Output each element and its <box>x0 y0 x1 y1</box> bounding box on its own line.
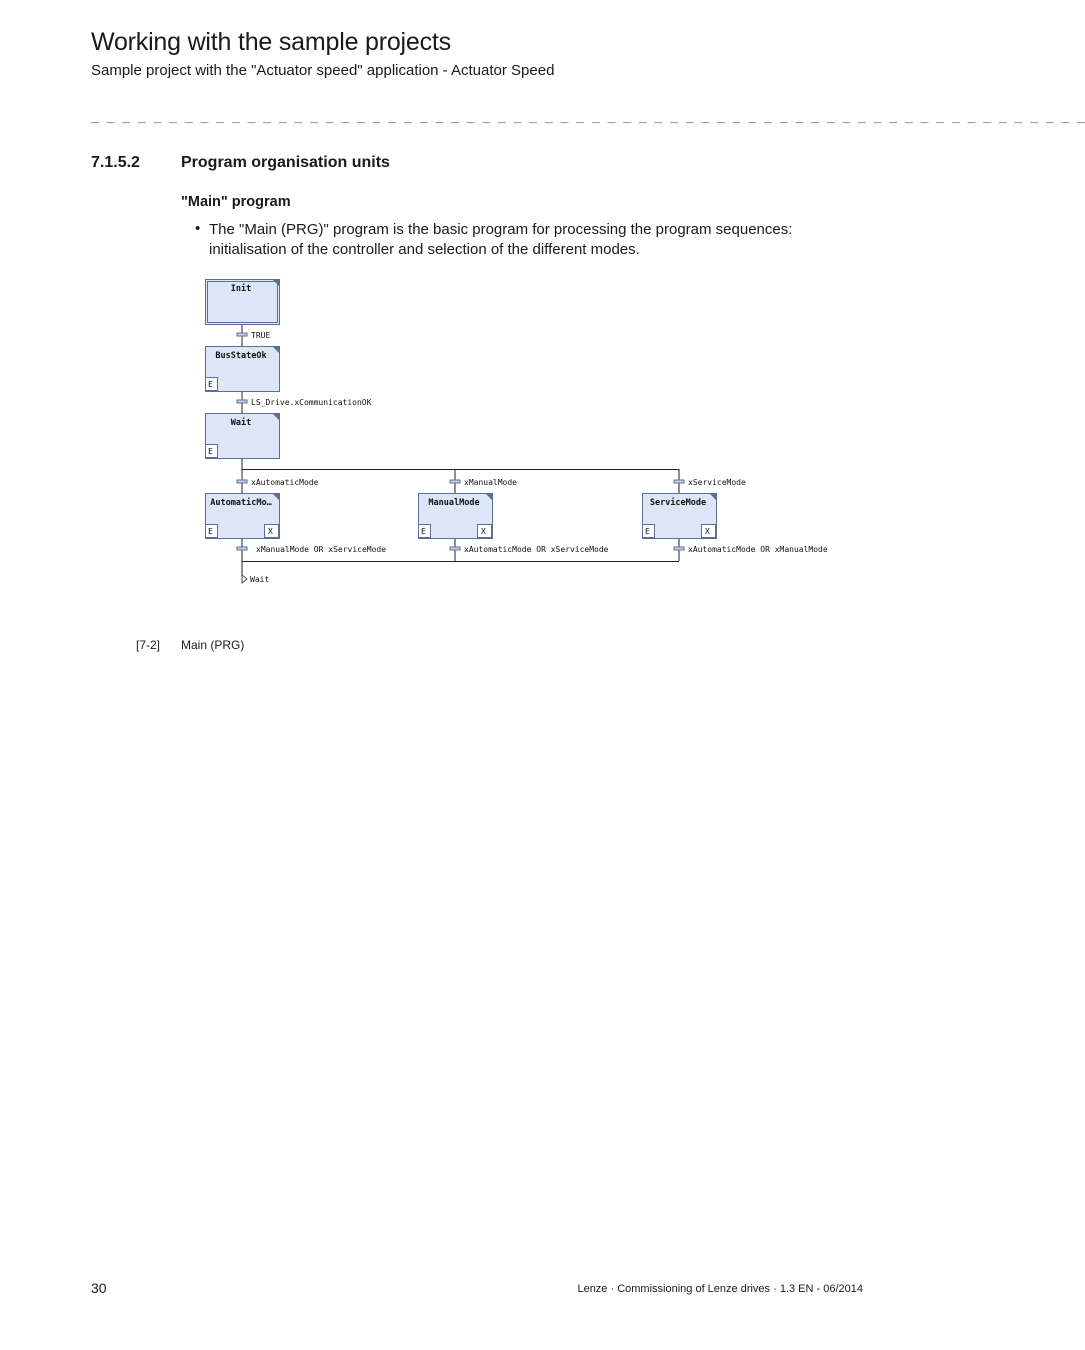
entry-flag: E <box>208 380 213 389</box>
exit-flag: X <box>705 527 710 536</box>
entry-flag: E <box>208 447 213 456</box>
section-number: 7.1.5.2 <box>91 154 140 171</box>
step-busstateok <box>206 347 280 392</box>
footer-text: Lenze · Commissioning of Lenze drives · 1.3 EN - 06/2014 <box>577 1283 863 1295</box>
transition-automatic: xAutomaticMode <box>251 478 319 487</box>
step-label: BusStateOk <box>215 351 267 361</box>
transition-service-exit: xAutomaticMode OR xManualMode <box>688 545 828 554</box>
transition-manual-exit: xAutomaticMode OR xServiceMode <box>464 545 609 554</box>
page-title: Working with the sample projects <box>91 28 451 56</box>
jump-arrow-icon <box>242 575 247 583</box>
figure-caption: Main (PRG) <box>181 638 245 652</box>
transition-manual: xManualMode <box>464 478 517 487</box>
entry-flag: E <box>421 527 426 536</box>
step-label: Init <box>230 284 252 294</box>
bullet-marker: • <box>195 220 201 237</box>
transition-true: TRUE <box>251 331 271 340</box>
step-wait <box>206 414 280 459</box>
entry-flag: E <box>208 527 213 536</box>
step-servicemode <box>643 494 717 539</box>
bullet-paragraph: The "Main (PRG)" program is the basic program for processing the program sequences: initialisation of the controller and selection of the different modes. <box>209 221 793 258</box>
section-title: Program organisation units <box>181 154 390 171</box>
exit-flag: X <box>268 527 273 536</box>
step-label: ManualMode <box>428 498 480 508</box>
jump-label: Wait <box>250 575 270 584</box>
figure-number: [7-2] <box>136 638 161 652</box>
dashed-rule: _ _ _ _ _ _ _ _ _ _ _ _ _ _ _ _ _ _ _ _ _ _ _ _ _ _ _ _ _ _ _ _ _ _ _ _ _ _ _ _ _ _ _ _ _ _ _ _ _ _ _ _ _ _ _ _ _ _ _ _ _ _ _ _ <box>91 109 1085 124</box>
step-label: AutomaticMo… <box>210 498 272 508</box>
subsection-heading: "Main" program <box>181 194 291 210</box>
step-manualmode <box>419 494 493 539</box>
page-subtitle: Sample project with the "Actuator speed" application - Actuator Speed <box>91 62 555 79</box>
transition-communication-ok: LS_Drive.xCommunicationOK <box>251 398 372 407</box>
transition-automatic-exit: xManualMode OR xServiceMode <box>256 545 387 554</box>
step-automaticmode <box>206 494 280 539</box>
transition-service: xServiceMode <box>688 478 746 487</box>
step-label: Wait <box>230 418 252 428</box>
exit-flag: X <box>481 527 486 536</box>
sfc-diagram <box>0 0 1085 620</box>
step-label: ServiceMode <box>649 498 707 508</box>
page-number: 30 <box>91 1280 107 1296</box>
step-init <box>206 280 280 325</box>
entry-flag: E <box>645 527 650 536</box>
